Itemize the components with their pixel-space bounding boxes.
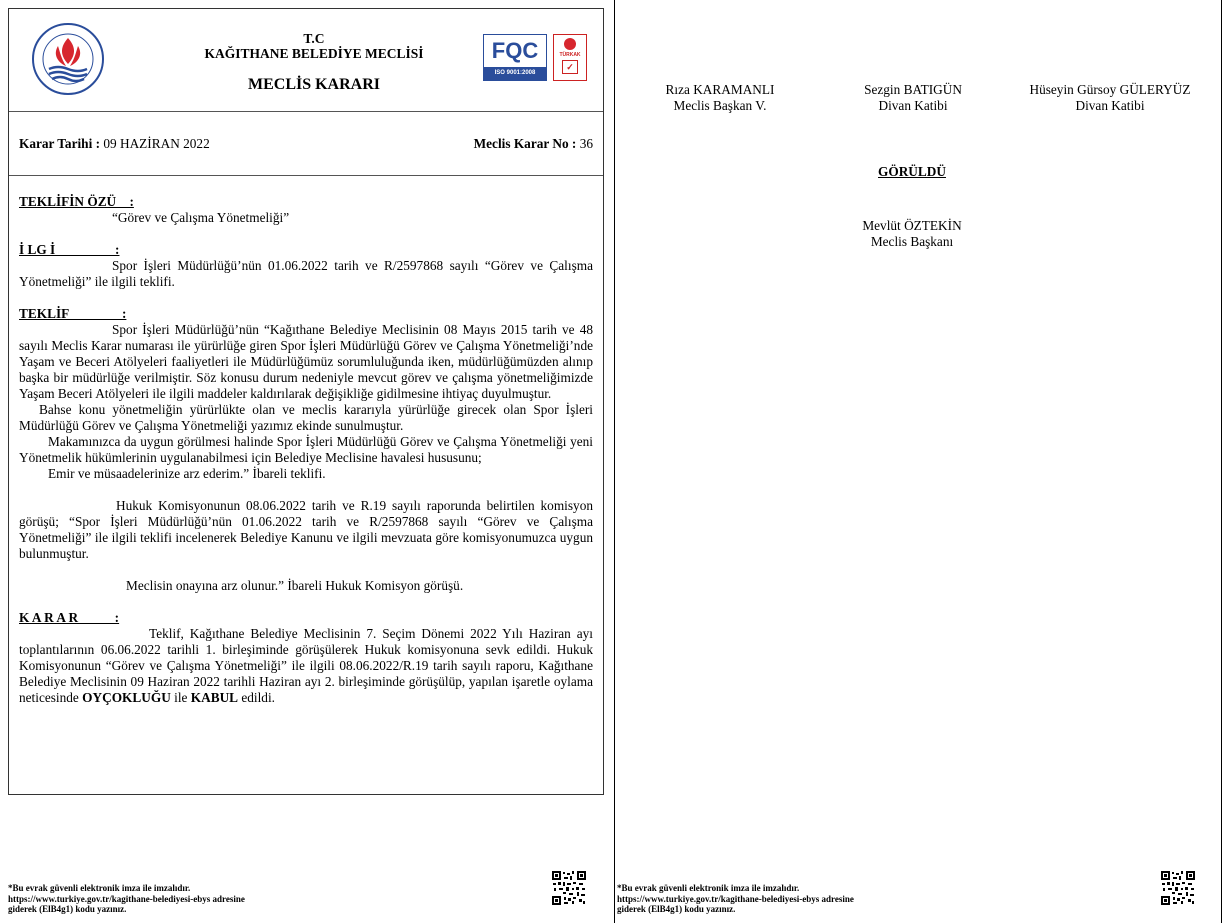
fqc-logo-text: FQC <box>491 38 539 63</box>
header-line-council: KAĞITHANE BELEDİYE MECLİSİ <box>204 46 424 61</box>
e-signature-line-2: https://www.turkiye.gov.tr/kagithane-belediyesi-ebys adresine <box>617 893 854 904</box>
signatory-title: Meclis Başkan V. <box>673 98 767 113</box>
e-signature-note <box>617 883 854 915</box>
section-text-ozu: “Görev ve Çalışma Yönetmeliği” <box>112 210 290 225</box>
e-signature-note <box>8 883 245 915</box>
karar-text-a: Teklif, Kağıthane Belediye Meclisinin 7. Seçim Dönemi 2022 Yılı Haziran ayı toplantılarının 06.06.2022 tarihli 1. birleşiminde görüşülerek Hukuk komisyonuna sevk edildi. Hukuk Komisyonunun “Görev ve Çalışma Yönetmeliği” ile ilgili 08.06.2022/R.19 tarih sayılı raporu, Kağıthane Belediye Meclisinin 09 Haziran 2022 tarihli Haziran ayı 2. birleşiminde görüşülüp, yapılan işaretle oylama neticesinde <box>19 626 593 705</box>
teklif-paragraph-4: Emir ve müsaadelerinize arz ederim.” İbareli teklifi. <box>48 466 326 481</box>
hukuk-paragraph-2: Meclisin onayına arz olunur.” İbareli Hukuk Komisyon görüşü. <box>126 578 464 593</box>
signatory-name: Rıza KARAMANLI <box>665 82 775 97</box>
decision-number-value: 36 <box>576 136 593 151</box>
teklif-paragraph-3: Makamınızca da uygun görülmesi halinde Spor İşleri Müdürlüğü Görev ve Çalışma Yönetmeliği yeni Yönetmelik hükümlerinin uygulanabilmesi için Belediye Meclisine havalesi hususunu; <box>19 434 593 465</box>
check-icon: ✓ <box>562 60 578 74</box>
document-page-1 <box>0 0 610 923</box>
e-signature-line-1: *Bu evrak güvenli elektronik imza ile imzalıdır. <box>617 883 800 893</box>
fqc-certification-logo <box>483 34 547 81</box>
signature-block <box>1010 82 1210 114</box>
document-title: MECLİS KARARI <box>247 76 380 93</box>
municipality-logo <box>31 22 105 96</box>
turkak-emblem-icon <box>564 38 576 50</box>
president-signature-block <box>812 218 1012 250</box>
signatory-title: Divan Katibi <box>1075 98 1145 113</box>
seen-stamp-heading: GÖRÜLDÜ <box>878 164 946 179</box>
signatory-title: Divan Katibi <box>878 98 948 113</box>
section-heading-ilgi: İ LG İ : <box>19 242 120 257</box>
signatory-name: Sezgin BATIGÜN <box>864 82 962 97</box>
hukuk-paragraph-1: Hukuk Komisyonunun 08.06.2022 tarih ve R.19 sayılı raporunda belirtilen komisyon görüşü; “Spor İşleri Müdürlüğü’nün 01.06.2022 tarih ve R/2597868 sayılı “Görev ve Çalışma Yönetmeliği” ile ilgili teklifi incelenerek Belediye Kanunu ve ilgili mevzuata göre komisyonumuzca uygun bulunmuştur. <box>19 498 593 561</box>
header-line-tc: T.C <box>303 31 325 46</box>
e-signature-line-2: https://www.turkiye.gov.tr/kagithane-belediyesi-ebys adresine <box>8 893 245 904</box>
e-signature-line-1: *Bu evrak güvenli elektronik imza ile imzalıdır. <box>8 883 191 893</box>
teklif-paragraph-2: Bahse konu yönetmeliğin yürürlükte olan ve meclis kararıyla yürürlüğe girecek olan Spor İşleri Müdürlüğü Görev ve Çalışma Yönetmeliği yazımız ekinde sunulmuştur. <box>19 402 593 433</box>
decision-date-label: Karar Tarihi : <box>19 136 101 151</box>
karar-text-mid: ile <box>170 690 191 705</box>
meta-divider <box>9 175 603 176</box>
karar-vote-result: OYÇOKLUĞU <box>82 690 171 705</box>
decision-number-label: Meclis Karar No : <box>473 136 577 151</box>
decision-meta-row <box>19 136 593 152</box>
president-name: Mevlüt ÖZTEKİN <box>862 218 962 233</box>
section-heading-karar: K A R A R : <box>19 610 120 625</box>
karar-paragraph <box>19 626 593 706</box>
e-signature-line-3: giderek (ElB4g1) kodu yazınız. <box>617 904 736 914</box>
teklif-paragraph-1: Spor İşleri Müdürlüğü’nün “Kağıthane Belediye Meclisinin 08 Mayıs 2015 tarih ve 48 sayılı Meclis Karar numarası ile yürürlüğe giren Spor İşleri Müdürlüğü Görev ve Çalışma Yönetmeliği’nde Yaşam ve Beceri Atölyeleri faaliyetleri ile Müdürlüğümüz sorumluluğunda iken, müdürlüğümüzden alınıp başka bir müdürlüğe verilmiştir. Söz konusu durum nedeniyle mevcut görev ve çalışma yönetmeliğimizde Yaşam Beceri Atölyeleri ile ilgili maddeler kaldırılarak değişikliğe gidilmesine ihtiyaç duyulmuştur. <box>19 322 593 401</box>
decision-body <box>19 194 593 706</box>
document-frame <box>8 8 604 795</box>
president-title: Meclis Başkanı <box>870 234 954 249</box>
signature-block <box>838 82 988 114</box>
qr-code-icon <box>1161 871 1195 905</box>
turkak-label: TÜRKAK <box>559 52 581 58</box>
section-heading-teklif: TEKLİF : <box>19 306 127 321</box>
signature-block <box>645 82 795 114</box>
qr-code-icon <box>552 871 586 905</box>
document-page-2 <box>614 0 1222 923</box>
section-heading-ozu: TEKLİFİN ÖZÜ : <box>19 194 134 209</box>
e-signature-line-3: giderek (ElB4g1) kodu yazınız. <box>8 904 127 914</box>
karar-decision: KABUL <box>190 690 239 705</box>
turkak-certification-logo <box>553 34 587 81</box>
decision-date-value: 09 HAZİRAN 2022 <box>100 136 210 151</box>
iso-label: ISO 9001:2008 <box>484 67 546 80</box>
header-divider <box>9 111 603 112</box>
section-text-ilgi: Spor İşleri Müdürlüğü’nün 01.06.2022 tarih ve R/2597868 sayılı “Görev ve Çalışma Yönetmeliği” ile ilgili teklifi. <box>19 258 593 289</box>
signatory-name: Hüseyin Gürsoy GÜLERYÜZ <box>1029 82 1191 97</box>
karar-text-end: edildi. <box>238 690 275 705</box>
